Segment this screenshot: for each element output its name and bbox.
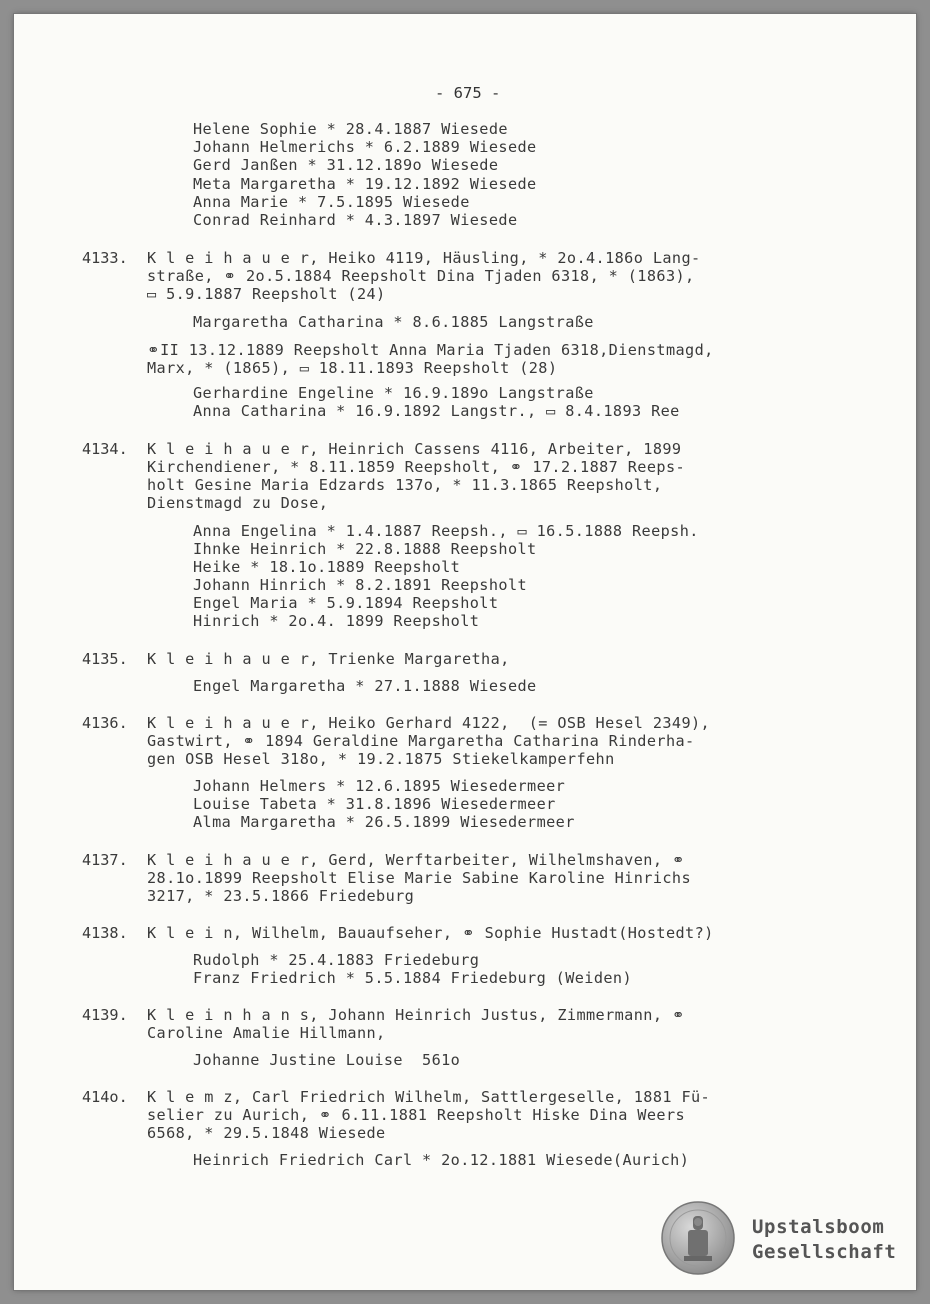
child-line: Hinrich * 2o.4. 1899 Reepsholt: [193, 612, 480, 630]
entry-number: 4134.: [82, 440, 128, 458]
entry-number: 4139.: [82, 1006, 128, 1024]
entry-number: 4137.: [82, 851, 128, 869]
child-line: Anna Engelina * 1.4.1887 Reepsh., ▭ 16.5.1888 Reepsh.: [193, 522, 699, 540]
child-line: Anna Marie * 7.5.1895 Wiesede: [193, 193, 470, 211]
entry-line: straße, ⚭ 2o.5.1884 Reepsholt Dina Tjaden 6318, * (1863),: [147, 267, 695, 285]
entry-line: ▭ 5.9.1887 Reepsholt (24): [147, 285, 386, 303]
entry-number: 414o.: [82, 1088, 128, 1106]
entry-line: 6568, * 29.5.1848 Wiesede: [147, 1124, 386, 1142]
entry-line: selier zu Aurich, ⚭ 6.11.1881 Reepsholt Hiske Dina Weers: [147, 1106, 686, 1124]
entry-number: 4135.: [82, 650, 128, 668]
child-line: Heike * 18.1o.1889 Reepsholt: [193, 558, 461, 576]
entry-line: K l e i n h a n s, Johann Heinrich Justus, Zimmermann, ⚭: [147, 1006, 686, 1024]
child-line: Gerhardine Engeline * 16.9.189o Langstraße: [193, 384, 594, 402]
child-line: Ihnke Heinrich * 22.8.1888 Reepsholt: [193, 540, 537, 558]
child-line: Meta Margaretha * 19.12.1892 Wiesede: [193, 175, 537, 193]
marriage-line: Marx, * (1865), ▭ 18.11.1893 Reepsholt (28): [147, 359, 558, 377]
entry-line: K l e i h a u e r, Heiko 4119, Häusling, * 2o.4.186o Lang-: [147, 249, 701, 267]
watermark-line-1: Upstalsboom: [752, 1216, 885, 1238]
child-line: Engel Maria * 5.9.1894 Reepsholt: [193, 594, 499, 612]
entry-line: K l e i h a u e r, Gerd, Werftarbeiter, Wilhelmshaven, ⚭: [147, 851, 686, 869]
child-line: Anna Catharina * 16.9.1892 Langstr., ▭ 8.4.1893 Ree: [193, 402, 680, 420]
entry-line: Gastwirt, ⚭ 1894 Geraldine Margaretha Catharina Rinderha-: [147, 732, 695, 750]
entry-line: holt Gesine Maria Edzards 137o, * 11.3.1865 Reepsholt,: [147, 476, 663, 494]
entry-line: K l e i n, Wilhelm, Bauaufseher, ⚭ Sophie Hustadt(Hostedt?): [147, 924, 714, 942]
entry-line: K l e i h a u e r, Heiko Gerhard 4122, (= OSB Hesel 2349),: [147, 714, 711, 732]
entry-number: 4133.: [82, 249, 128, 267]
child-line: Johann Hinrich * 8.2.1891 Reepsholt: [193, 576, 528, 594]
child-line: Johann Helmers * 12.6.1895 Wiesedermeer: [193, 777, 566, 795]
child-line: Franz Friedrich * 5.5.1884 Friedeburg (Weiden): [193, 969, 633, 987]
entry-number: 4136.: [82, 714, 128, 732]
child-line: Alma Margaretha * 26.5.1899 Wiesedermeer: [193, 813, 575, 831]
entry-line: Dienstmagd zu Dose,: [147, 494, 329, 512]
entry-line: gen OSB Hesel 318o, * 19.2.1875 Stiekelkamperfehn: [147, 750, 615, 768]
child-line: Margaretha Catharina * 8.6.1885 Langstraße: [193, 313, 594, 331]
child-line: Louise Tabeta * 31.8.1896 Wiesedermeer: [193, 795, 556, 813]
marriage-line: ⚭II 13.12.1889 Reepsholt Anna Maria Tjaden 6318,Dienstmagd,: [147, 341, 714, 359]
upstalsboom-seal-icon: [660, 1200, 736, 1280]
entry-line: 3217, * 23.5.1866 Friedeburg: [147, 887, 415, 905]
entry-line: Kirchendiener, * 8.11.1859 Reepsholt, ⚭ 17.2.1887 Reeps-: [147, 458, 686, 476]
child-line: Heinrich Friedrich Carl * 2o.12.1881 Wiesede(Aurich): [193, 1151, 690, 1169]
entry-line: K l e m z, Carl Friedrich Wilhelm, Sattlergeselle, 1881 Fü-: [147, 1088, 711, 1106]
page-number: - 675 -: [435, 84, 501, 102]
entry-line: K l e i h a u e r, Heinrich Cassens 4116, Arbeiter, 1899: [147, 440, 682, 458]
entry-line: 28.1o.1899 Reepsholt Elise Marie Sabine Karoline Hinrichs: [147, 869, 691, 887]
child-line: Johanne Justine Louise 561o: [193, 1051, 461, 1069]
child-line: Gerd Janßen * 31.12.189o Wiesede: [193, 156, 499, 174]
child-line: Rudolph * 25.4.1883 Friedeburg: [193, 951, 480, 969]
entry-number: 4138.: [82, 924, 128, 942]
entry-line: K l e i h a u e r, Trienke Margaretha,: [147, 650, 510, 668]
watermark-line-2: Gesellschaft: [752, 1241, 897, 1263]
child-line: Conrad Reinhard * 4.3.1897 Wiesede: [193, 211, 518, 229]
child-line: Helene Sophie * 28.4.1887 Wiesede: [193, 120, 508, 138]
child-line: Johann Helmerichs * 6.2.1889 Wiesede: [193, 138, 537, 156]
entry-line: Caroline Amalie Hillmann,: [147, 1024, 386, 1042]
child-line: Engel Margaretha * 27.1.1888 Wiesede: [193, 677, 537, 695]
